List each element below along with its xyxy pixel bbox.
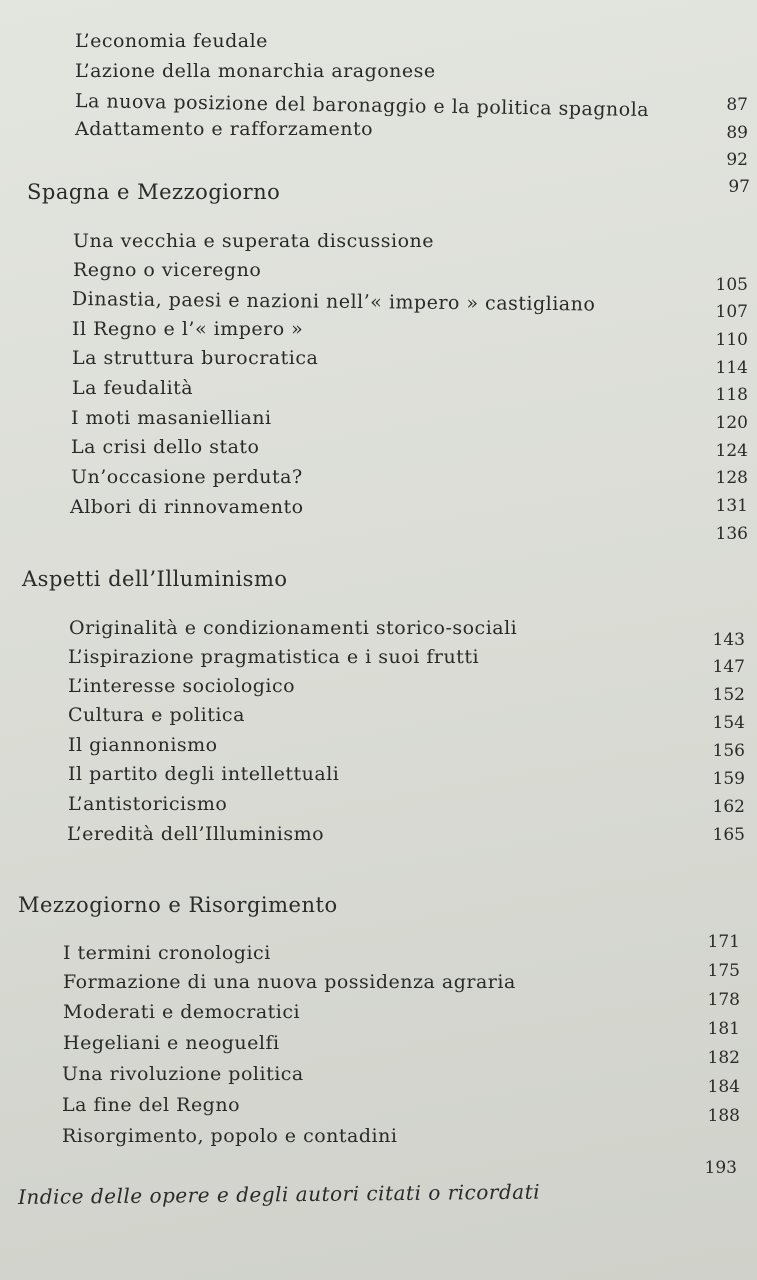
toc-entry: Una vecchia e superata discussione — [73, 230, 435, 252]
page-number: 156 — [712, 741, 745, 761]
toc-entry: L’eredità dell’Illuminismo — [67, 823, 325, 845]
toc-entry: Il Regno e l’« impero » — [72, 318, 304, 340]
toc-entry: La struttura burocratica — [72, 347, 319, 369]
toc-entry: Regno o viceregno — [73, 259, 262, 281]
toc-entry: Originalità e condizionamenti storico-sociali — [69, 617, 518, 639]
toc-entry: L’antistoricismo — [68, 793, 228, 815]
page-number: 114 — [715, 358, 748, 378]
toc-entry: La crisi dello stato — [71, 436, 260, 458]
toc-entry: I termini cronologici — [63, 942, 271, 964]
toc-entry: La feudalità — [72, 377, 194, 399]
page-number: 154 — [712, 713, 745, 733]
toc-entry: L’azione della monarchia aragonese — [75, 60, 436, 82]
page-number: 128 — [715, 468, 748, 488]
page-number: 184 — [707, 1077, 740, 1097]
toc-entry: Formazione di una nuova possidenza agraria — [63, 971, 516, 993]
index-title: Indice delle opere e degli autori citati o ricordati — [17, 1179, 541, 1209]
page-number: 107 — [715, 302, 748, 322]
page-number: 152 — [712, 685, 745, 705]
toc-entry: Moderati e democratici — [63, 1001, 301, 1023]
page-number: 143 — [712, 630, 745, 650]
page-number: 118 — [715, 385, 748, 405]
toc-entry: Albori di rinnovamento — [70, 496, 304, 518]
page-number: 165 — [712, 825, 745, 845]
toc-entry: Risorgimento, popolo e contadini — [62, 1125, 398, 1147]
toc-entry: La nuova posizione del baronaggio e la politica spagnola — [74, 90, 650, 122]
toc-entry: Una rivoluzione politica — [62, 1063, 304, 1085]
toc-entry: Il partito degli intellettuali — [68, 763, 340, 785]
toc-entry: Adattamento e rafforzamento — [75, 118, 374, 140]
page-number: 193 — [704, 1158, 737, 1178]
toc-entry: Il giannonismo — [68, 734, 218, 756]
toc-entry: L’interesse sociologico — [68, 675, 296, 697]
section-title: Spagna e Mezzogiorno — [27, 180, 281, 204]
toc-entry: Cultura e politica — [68, 704, 245, 726]
toc-entry: Un’occasione perduta? — [71, 466, 303, 488]
toc-entry: L’ispirazione pragmatistica e i suoi frutti — [68, 646, 480, 668]
section-title: Mezzogiorno e Risorgimento — [18, 893, 338, 917]
page-number: 175 — [707, 961, 740, 981]
toc-entry: Hegeliani e neoguelfi — [63, 1032, 280, 1054]
page-number: 120 — [715, 413, 748, 433]
toc-entry: I moti masanielliani — [71, 407, 272, 429]
toc-entry: L’economia feudale — [75, 30, 268, 52]
page-number: 97 — [728, 177, 750, 197]
page-number: 159 — [712, 769, 745, 789]
page-number: 171 — [707, 932, 740, 952]
page-number: 87 — [726, 95, 748, 115]
page-number: 124 — [715, 441, 748, 461]
page-number: 136 — [715, 524, 748, 544]
toc-entry: La fine del Regno — [62, 1094, 241, 1116]
page-number: 105 — [715, 275, 748, 295]
toc-entry: Dinastia, paesi e nazioni nell’« impero » castigliano — [71, 288, 596, 316]
section-title: Aspetti dell’Illuminismo — [22, 567, 288, 591]
page-number: 110 — [715, 330, 748, 350]
page-number: 178 — [707, 990, 740, 1010]
page-number: 182 — [707, 1048, 740, 1068]
page-number: 89 — [726, 123, 748, 143]
page-number: 162 — [712, 797, 745, 817]
page-number: 92 — [726, 150, 748, 170]
page-number: 147 — [712, 657, 745, 677]
page-number: 181 — [707, 1019, 740, 1039]
page-number: 188 — [707, 1106, 740, 1126]
page-number: 131 — [715, 496, 748, 516]
